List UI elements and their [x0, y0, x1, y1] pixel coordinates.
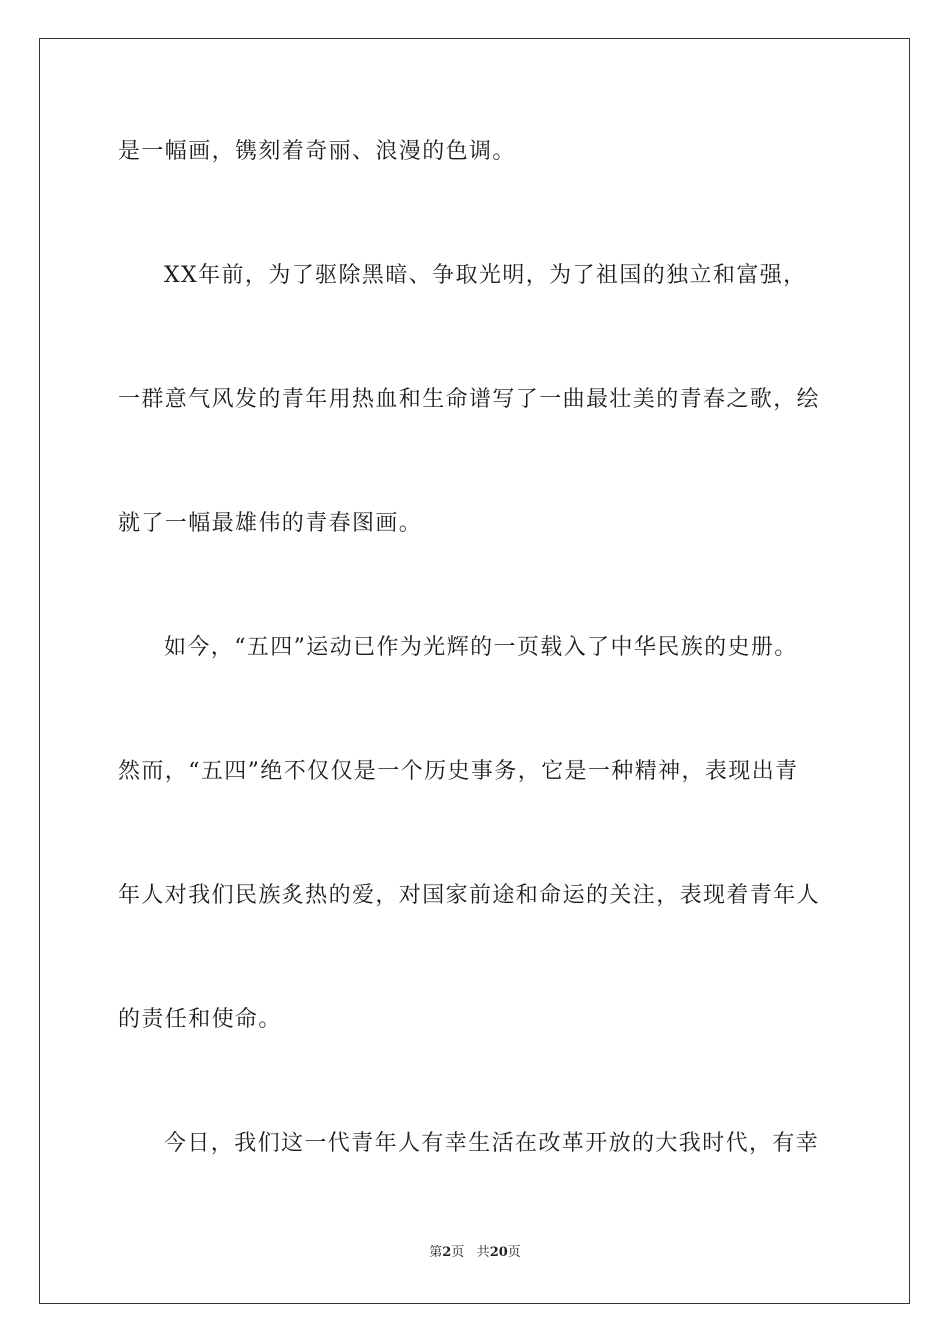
footer-total-prefix: 共 [476, 1245, 490, 1260]
footer-total-suffix: 页 [507, 1245, 521, 1260]
footer-page-number: 2 [442, 1245, 452, 1260]
text-line-2: XX年前，为了驱除黑暗、争取光明，为了祖国的独立和富强， [164, 263, 807, 288]
text-line-8: 的责任和使命。 [118, 1007, 282, 1032]
text-line-3: 一群意气风发的青年用热血和生命谱写了一曲最壮美的青春之歌，绘 [118, 387, 821, 412]
footer-page-prefix: 第 [429, 1245, 443, 1260]
footer-total-pages: 20 [489, 1245, 508, 1260]
text-line-5: 如今，“五四”运动已作为光辉的一页载入了中华民族的史册。 [164, 635, 798, 660]
text-line-1: 是一幅画，镌刻着奇丽、浪漫的色调。 [118, 139, 516, 164]
text-line-9: 今日，我们这一代青年人有幸生活在改革开放的大我时代，有幸 [164, 1131, 820, 1156]
text-line-4: 就了一幅最雄伟的青春图画。 [118, 511, 423, 536]
page-footer [0, 1244, 950, 1262]
text-line-6: 然而，“五四”绝不仅仅是一个历史事务，它是一种精神，表现出青 [118, 759, 799, 784]
page-border [39, 38, 910, 1304]
text-line-7: 年人对我们民族炙热的爱，对国家前途和命运的关注，表现着青年人 [118, 883, 821, 908]
footer-page-suffix: 页 [451, 1245, 465, 1260]
